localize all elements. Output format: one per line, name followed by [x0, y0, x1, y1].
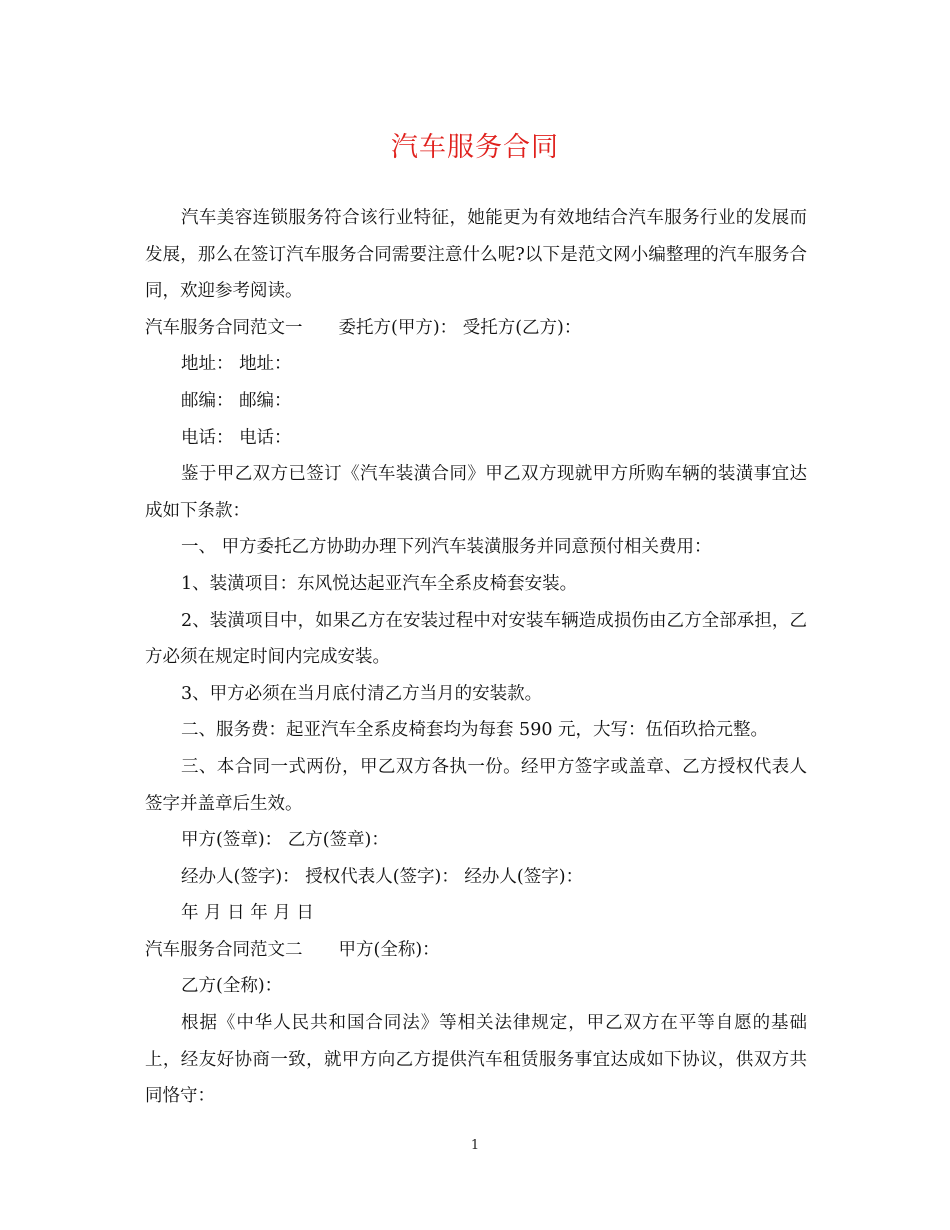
sample1-item2: 2、装潢项目中，如果乙方在安装过程中对安装车辆造成损伤由乙方全部承担，乙方必须在规定时间内完成安装。	[145, 610, 807, 668]
document-body	[145, 200, 807, 1115]
sample2-party-b: 乙方(全称)：	[181, 976, 283, 997]
sample2-heading: 汽车服务合同范文二	[145, 939, 303, 960]
sample2-preamble: 根据《中华人民共和国合同法》等相关法律规定，甲乙双方在平等自愿的基础上，经友好协商一致，就甲方向乙方提供汽车租赁服务事宜达成如下协议，供双方共同恪守：	[145, 1013, 807, 1107]
sample1-clause1: 一、 甲方委托乙方协助办理下列汽车装潢服务并同意预付相关费用：	[181, 537, 712, 558]
sample1-clause3: 三、本合同一式两份，甲乙双方各执一份。经甲方签字或盖章、乙方授权代表人签字并盖章后生效。	[145, 756, 807, 814]
sample1-dates: 年 月 日 年 月 日	[181, 903, 314, 924]
sample1-parties: 委托方(甲方)： 受托方(乙方)：	[338, 317, 582, 338]
sample1-heading: 汽车服务合同范文一	[145, 317, 303, 338]
sample1-seals: 甲方(签章)： 乙方(签章)：	[181, 830, 389, 851]
sample2-party-a: 甲方(全称)：	[338, 939, 440, 960]
sample1-heading-line	[145, 310, 807, 347]
sample1-address: 地址： 地址：	[181, 354, 292, 375]
sample1-preamble: 鉴于甲乙双方已签订《汽车装潢合同》甲乙双方现就甲方所购车辆的装潢事宜达成如下条款：	[145, 464, 807, 521]
sample1-item3: 3、甲方必须在当月底付清乙方当月的安装款。	[181, 683, 543, 704]
sample1-phone: 电话： 电话：	[181, 427, 292, 448]
document-title: 汽车服务合同	[391, 132, 559, 163]
sample2-heading-line	[145, 932, 807, 969]
page-number: 1	[470, 1138, 480, 1153]
sample1-postcode: 邮编： 邮编：	[181, 390, 292, 411]
sample1-item1: 1、装潢项目：东风悦达起亚汽车全系皮椅套安装。	[181, 573, 578, 594]
sample1-signers: 经办人(签字)： 授权代表人(签字)： 经办人(签字)：	[181, 866, 584, 887]
sample1-clause2: 二、服务费：起亚汽车全系皮椅套均为每套 590 元，大写：伍佰玖拾元整。	[181, 720, 769, 741]
intro-paragraph: 汽车美容连锁服务符合该行业特征，她能更为有效地结合汽车服务行业的发展而发展，那么在签订汽车服务合同需要注意什么呢?以下是范文网小编整理的汽车服务合同，欢迎参考阅读。	[145, 208, 807, 302]
